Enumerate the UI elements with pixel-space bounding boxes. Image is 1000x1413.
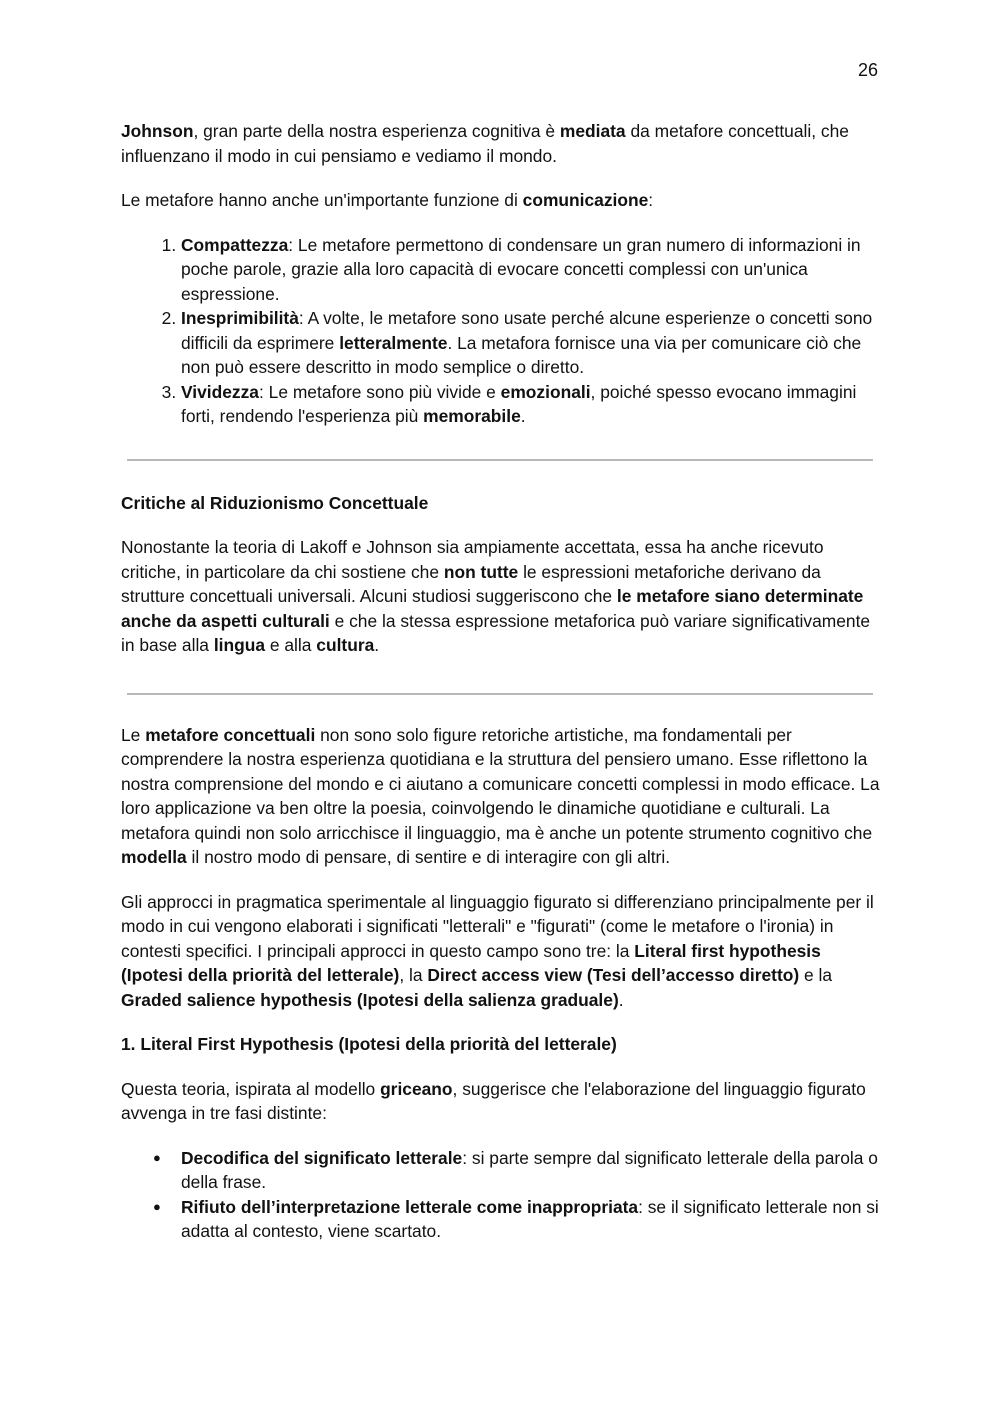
list-item-title: Decodifica del significato letterale — [181, 1147, 463, 1168]
bold-text: Direct access view (Tesi dell’accesso diretto) — [427, 965, 800, 985]
page-content — [121, 119, 883, 1264]
text: : — [648, 190, 654, 210]
list-item-title: Inesprimibilità — [181, 308, 299, 328]
text: , la — [399, 965, 428, 985]
bold-text: Literal first hypothesis (Ipotesi della priorità del letterale) — [121, 940, 821, 985]
section-divider — [127, 693, 873, 695]
bold-text: le metafore siano determinate anche da aspetti culturali — [121, 586, 864, 631]
list-item — [181, 1146, 883, 1195]
text: . La metafora fornisce una via per comunicare ciò che non può essere descritto in modo semplice o diretto. — [181, 332, 862, 377]
text: : Le metafore permettono di condensare un gran numero di informazioni in poche parole, grazie alla loro capacità di evocare concetti complessi con un'unica espressione. — [181, 234, 861, 304]
text: da metafore concettuali, che influenzano il modo in cui pensiamo e vediamo il mondo. — [121, 121, 849, 166]
literal-paragraph — [121, 1077, 883, 1126]
bold-text: letteralmente — [339, 332, 448, 353]
text: : A volte, le metafore sono usate perché alcune esperienze o concetti sono difficili da esprimere — [181, 308, 873, 353]
functions-list — [121, 233, 883, 429]
bold-text: metafore concettuali — [145, 724, 316, 745]
list-item-title: Compattezza — [181, 234, 289, 255]
bold-text: lingua — [213, 635, 266, 655]
text: , suggerisce che l'elaborazione del linguaggio figurato avvenga in tre fasi distinte: — [121, 1078, 866, 1123]
list-item — [181, 306, 883, 380]
section-heading: 1. Literal First Hypothesis (Ipotesi della priorità del letterale) — [121, 1034, 617, 1054]
bold-text: comunicazione — [522, 190, 649, 210]
text: : se il significato letterale non si adatta al contesto, viene scartato. — [181, 1196, 879, 1241]
list-item — [181, 380, 883, 429]
bold-text: griceano — [380, 1078, 453, 1099]
text: : si parte sempre dal significato letterale della parola o della frase. — [181, 1147, 878, 1192]
list-item-title: Vividezza — [181, 381, 259, 402]
text: . — [374, 635, 380, 655]
bold-text: cultura — [316, 635, 375, 655]
bold-text: Graded salience hypothesis (Ipotesi della salienza graduale) — [121, 989, 619, 1010]
text: Gli approcci in pragmatica sperimentale al linguaggio figurato si differenziano principalmente per il modo in cui vengono elaborati i significati "letterali" e "figurati" (come le metafore o l'ironia) in contesti specifici. I principali approcci in questo campo sono tre: la — [121, 891, 874, 961]
bold-text: memorabile — [423, 406, 521, 426]
text: : Le metafore sono più vivide e — [258, 381, 501, 402]
bold-text: mediata — [559, 121, 626, 141]
text: non sono solo figure retoriche artistiche, ma fondamentali per comprendere la nostra esperienza quotidiana e la struttura del pensiero umano. Esse riflettono la nostra comprensione del mondo e ci aiutano a comunicare concetti complessi in modo efficace. La loro applicazione va ben oltre la poesia, coinvolgendo le dinamiche quotidiane e culturali. La metafora quindi non solo arricchisce il linguaggio, ma è anche un potente strumento cognitivo che — [121, 724, 880, 843]
critiche-paragraph — [121, 535, 883, 658]
list-item-title: Rifiuto dell’interpretazione letterale come inappropriata — [181, 1196, 639, 1217]
conclusion-paragraph — [121, 723, 883, 870]
text: , poiché spesso evocano immagini forti, rendendo l'esperienza più — [181, 381, 857, 426]
intro-paragraph — [121, 119, 883, 168]
text: e alla — [265, 635, 317, 655]
text: . — [618, 989, 624, 1010]
bold-text: modella — [121, 847, 187, 867]
text: Le metafore hanno anche un'importante funzione di — [121, 190, 523, 210]
text: il nostro modo di pensare, di sentire e di interagire con gli altri. — [186, 847, 671, 867]
text: . — [520, 406, 526, 426]
text: Le — [121, 724, 146, 745]
text: Nonostante la teoria di Lakoff e Johnson sia ampiamente accettata, essa ha anche ricevuto critiche, in particolare da chi sostiene che — [121, 537, 824, 582]
list-item — [181, 1195, 883, 1244]
communication-paragraph — [121, 188, 883, 213]
text: e la — [799, 965, 833, 985]
text: e che la stessa espressione metaforica può variare significativamente in base alla — [121, 610, 871, 655]
phases-list — [121, 1146, 883, 1244]
list-item — [181, 233, 883, 307]
bold-text: non tutte — [443, 561, 519, 582]
text: Questa teoria, ispirata al modello — [121, 1078, 381, 1099]
page-number: 26 — [857, 60, 878, 80]
text: le espressioni metaforiche derivano da strutture concettuali universali. Alcuni studiosi suggeriscono che — [121, 561, 821, 606]
text: , gran parte della nostra esperienza cognitiva è — [193, 121, 560, 141]
bold-text: emozionali — [500, 381, 591, 402]
bold-text: Johnson — [121, 121, 194, 141]
section-divider — [127, 459, 873, 461]
section-heading: Critiche al Riduzionismo Concettuale — [121, 492, 429, 513]
approcci-paragraph — [121, 890, 883, 1013]
